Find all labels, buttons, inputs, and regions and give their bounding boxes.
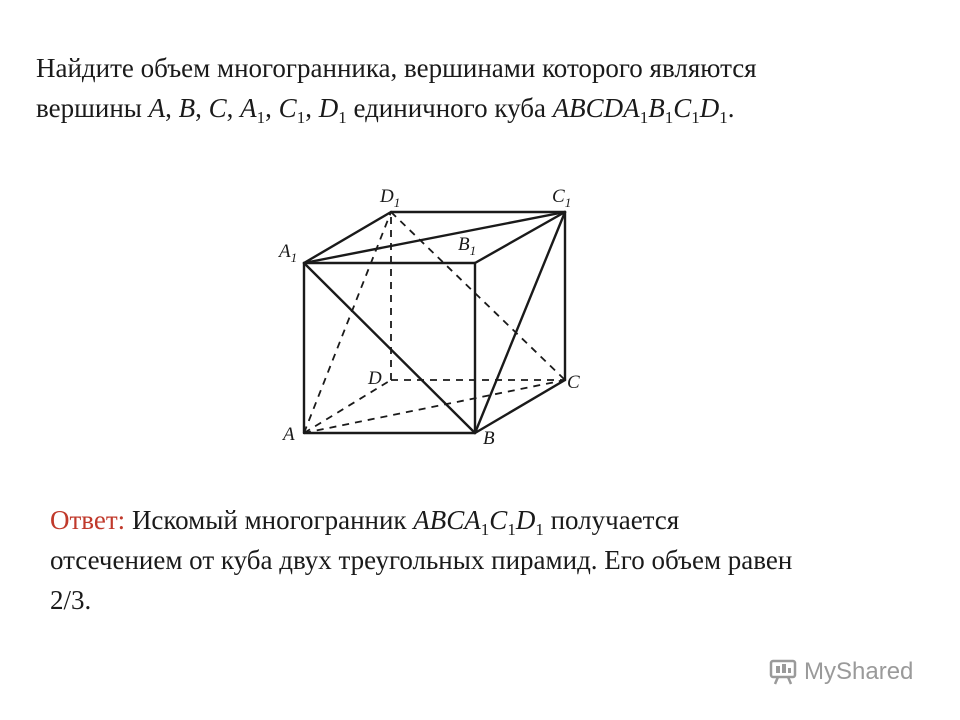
math-subscript: 1 xyxy=(535,520,544,539)
problem-end: . xyxy=(727,93,735,123)
math-symbol: C xyxy=(208,93,227,123)
diagonal-A-C xyxy=(304,380,565,433)
math-symbol: D xyxy=(515,505,536,535)
separator: , xyxy=(265,93,279,123)
math-symbol: A xyxy=(240,93,257,123)
math-symbol: A xyxy=(148,93,166,123)
math-subscript: 1 xyxy=(691,108,700,127)
math-symbol: D xyxy=(318,93,339,123)
label-A1: $A_1$ xyxy=(279,241,298,265)
label-B: B xyxy=(483,428,495,449)
math-symbol: C xyxy=(489,505,508,535)
diagonal-B-C1 xyxy=(475,212,565,433)
diagonal-A1-C1 xyxy=(304,212,565,263)
math-symbol: ABCA xyxy=(413,505,481,535)
diagonal-A1-B xyxy=(304,263,475,433)
math-subscript: 1 xyxy=(480,520,490,539)
label-B1: $B_1$ xyxy=(458,234,477,258)
diagonal-D1-C xyxy=(391,212,565,380)
label-C1: $C_1$ xyxy=(552,186,572,210)
answer-text-2: получается xyxy=(543,505,680,535)
answer-block xyxy=(50,500,940,620)
problem-middle: единичного куба xyxy=(346,93,553,123)
label-C: C xyxy=(567,372,580,393)
problem-prefix: вершины xyxy=(36,93,142,123)
answer-line-2: отсечением от куба двух треугольных пирамид. Его объем равен xyxy=(50,545,793,575)
separator: , xyxy=(226,93,241,123)
label-A: A xyxy=(283,424,295,445)
math-subscript: 1 xyxy=(664,108,674,127)
label-D: D xyxy=(368,368,382,389)
math-subscript: 1 xyxy=(639,108,649,127)
math-subscript: 1 xyxy=(338,108,347,127)
math-subscript: 1 xyxy=(256,108,266,127)
answer-text-1: Искомый многогранник xyxy=(125,505,414,535)
math-subscript: 1 xyxy=(507,520,516,539)
diagonal-A-D1 xyxy=(304,212,391,433)
answer-label: Ответ: xyxy=(50,505,126,535)
separator: , xyxy=(305,93,319,123)
separator: , xyxy=(165,93,179,123)
problem-line-1: Найдите объем многогранника, вершинами которого являются xyxy=(36,53,757,83)
math-subscript: 1 xyxy=(719,108,728,127)
watermark-text: MyShared xyxy=(804,658,914,685)
label-D1: $D_1$ xyxy=(380,186,401,210)
math-symbol: B xyxy=(648,93,665,123)
separator: , xyxy=(195,93,209,123)
polyhedron-name xyxy=(413,505,544,539)
math-subscript: 1 xyxy=(296,108,306,127)
edge-B-C xyxy=(475,380,565,433)
math-symbol: C xyxy=(278,93,297,123)
answer-line-3: 2/3. xyxy=(50,585,92,615)
math-symbol: D xyxy=(699,93,720,123)
watermark-logo xyxy=(768,657,913,687)
math-symbol: C xyxy=(673,93,692,123)
math-symbol: B xyxy=(178,93,196,123)
answer-line-1 xyxy=(50,500,940,540)
presentation-board-icon xyxy=(768,657,798,687)
math-symbol: ABCDA xyxy=(552,93,640,123)
